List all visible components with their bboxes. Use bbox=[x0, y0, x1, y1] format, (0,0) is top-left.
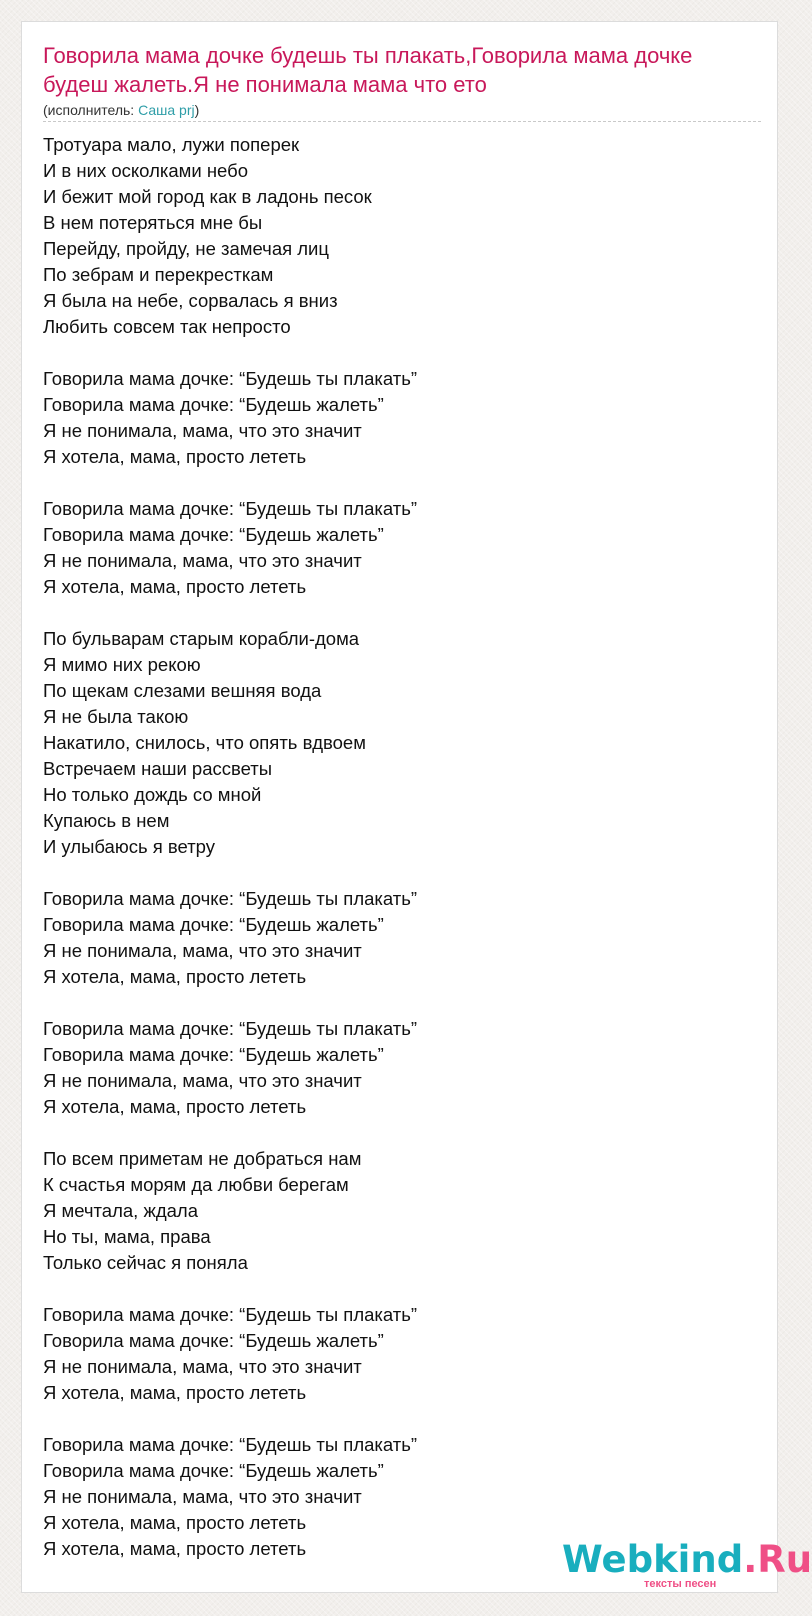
lyrics-line: Я хотела, мама, просто лететь bbox=[43, 1512, 307, 1533]
lyrics-line: К счастья морям да любви берегам bbox=[43, 1174, 349, 1195]
lyrics-line: Я хотела, мама, просто лететь bbox=[43, 1382, 307, 1403]
lyrics-line: Купаюсь в нем bbox=[43, 810, 170, 831]
lyrics-line: Говорила мама дочке: “Будешь жалеть” bbox=[43, 524, 384, 545]
logo-tagline: тексты песен bbox=[644, 1578, 717, 1590]
performer-suffix: ) bbox=[194, 102, 200, 118]
lyrics-line: Я мечтала, ждала bbox=[43, 1200, 198, 1221]
lyrics-stanza bbox=[43, 132, 743, 340]
logo-tld-text: .Ru bbox=[743, 1538, 812, 1581]
lyrics-line: Говорила мама дочке: “Будешь ты плакать” bbox=[43, 1304, 418, 1325]
lyrics-line: Говорила мама дочке: “Будешь жалеть” bbox=[43, 1330, 384, 1351]
lyrics-line: Я была на небе, сорвалась я вниз bbox=[43, 290, 338, 311]
lyrics-line: Тротуара мало, лужи поперек bbox=[43, 134, 300, 155]
lyrics-line: Я не понимала, мама, что это значит bbox=[43, 1070, 362, 1091]
lyrics-line: Говорила мама дочке: “Будешь ты плакать” bbox=[43, 1434, 418, 1455]
lyrics-line: Говорила мама дочке: “Будешь ты плакать” bbox=[43, 498, 418, 519]
lyrics-line: Перейду, пройду, не замечая лиц bbox=[43, 238, 329, 259]
lyrics-line: Говорила мама дочке: “Будешь жалеть” bbox=[43, 1460, 384, 1481]
lyrics-stanza bbox=[43, 496, 743, 600]
lyrics-line: По бульварам старым корабли-дома bbox=[43, 628, 360, 649]
lyrics-stanza bbox=[43, 366, 743, 470]
site-logo[interactable] bbox=[562, 1538, 812, 1598]
title-divider bbox=[43, 121, 761, 122]
lyrics-line: Встречаем наши рассветы bbox=[43, 758, 273, 779]
lyrics-line: Говорила мама дочке: “Будешь жалеть” bbox=[43, 914, 384, 935]
lyrics-line: Я не понимала, мама, что это значит bbox=[43, 420, 362, 441]
lyrics-line: Я мимо них рекою bbox=[43, 654, 201, 675]
performer-line bbox=[43, 101, 199, 119]
lyrics-line: По всем приметам не добраться нам bbox=[43, 1148, 362, 1169]
lyrics-line: Любить совсем так непросто bbox=[43, 316, 291, 337]
lyrics-line: Я хотела, мама, просто лететь bbox=[43, 576, 307, 597]
logo-wordmark bbox=[562, 1538, 812, 1582]
lyrics-text bbox=[43, 132, 743, 1562]
lyrics-line: И в них осколками небо bbox=[43, 160, 249, 181]
lyrics-stanza bbox=[43, 1302, 743, 1406]
lyrics-line: Говорила мама дочке: “Будешь ты плакать” bbox=[43, 368, 418, 389]
song-title: Говорила мама дочке будешь ты плакать,Говорила мама дочке будеш жалеть.Я не понимала мама что ето bbox=[43, 43, 693, 97]
lyrics-line: Я хотела, мама, просто лететь bbox=[43, 1538, 307, 1559]
lyrics-line: Но только дождь со мной bbox=[43, 784, 262, 805]
lyrics-line: Говорила мама дочке: “Будешь жалеть” bbox=[43, 394, 384, 415]
lyrics-stanza bbox=[43, 1146, 743, 1276]
lyrics-line: И улыбаюсь я ветру bbox=[43, 836, 215, 857]
logo-main-text: Webkind bbox=[562, 1538, 744, 1581]
lyrics-line: Накатило, снилось, что опять вдвоем bbox=[43, 732, 366, 753]
lyrics-line: Говорила мама дочке: “Будешь ты плакать” bbox=[43, 888, 418, 909]
lyrics-line: В нем потеряться мне бы bbox=[43, 212, 263, 233]
lyrics-stanza bbox=[43, 626, 743, 860]
lyrics-line: Но ты, мама, права bbox=[43, 1226, 211, 1247]
lyrics-line: И бежит мой город как в ладонь песок bbox=[43, 186, 372, 207]
lyrics-line: Я не была такою bbox=[43, 706, 189, 727]
performer-prefix: (исполнитель: bbox=[43, 102, 139, 118]
lyrics-line: Говорила мама дочке: “Будешь ты плакать” bbox=[43, 1018, 418, 1039]
lyrics-line: Только сейчас я поняла bbox=[43, 1252, 248, 1273]
performer-link[interactable]: Саша prj bbox=[138, 102, 195, 118]
lyrics-line: Я не понимала, мама, что это значит bbox=[43, 1356, 362, 1377]
lyrics-line: Я не понимала, мама, что это значит bbox=[43, 550, 362, 571]
lyrics-line: По щекам слезами вешняя вода bbox=[43, 680, 322, 701]
lyrics-card bbox=[21, 21, 778, 1593]
lyrics-line: По зебрам и перекресткам bbox=[43, 264, 274, 285]
lyrics-line: Я не понимала, мама, что это значит bbox=[43, 1486, 362, 1507]
lyrics-line: Я хотела, мама, просто лететь bbox=[43, 1096, 307, 1117]
lyrics-line: Я не понимала, мама, что это значит bbox=[43, 940, 362, 961]
lyrics-line: Я хотела, мама, просто лететь bbox=[43, 966, 307, 987]
lyrics-stanza bbox=[43, 886, 743, 990]
lyrics-line: Говорила мама дочке: “Будешь жалеть” bbox=[43, 1044, 384, 1065]
lyrics-stanza bbox=[43, 1016, 743, 1120]
lyrics-line: Я хотела, мама, просто лететь bbox=[43, 446, 307, 467]
